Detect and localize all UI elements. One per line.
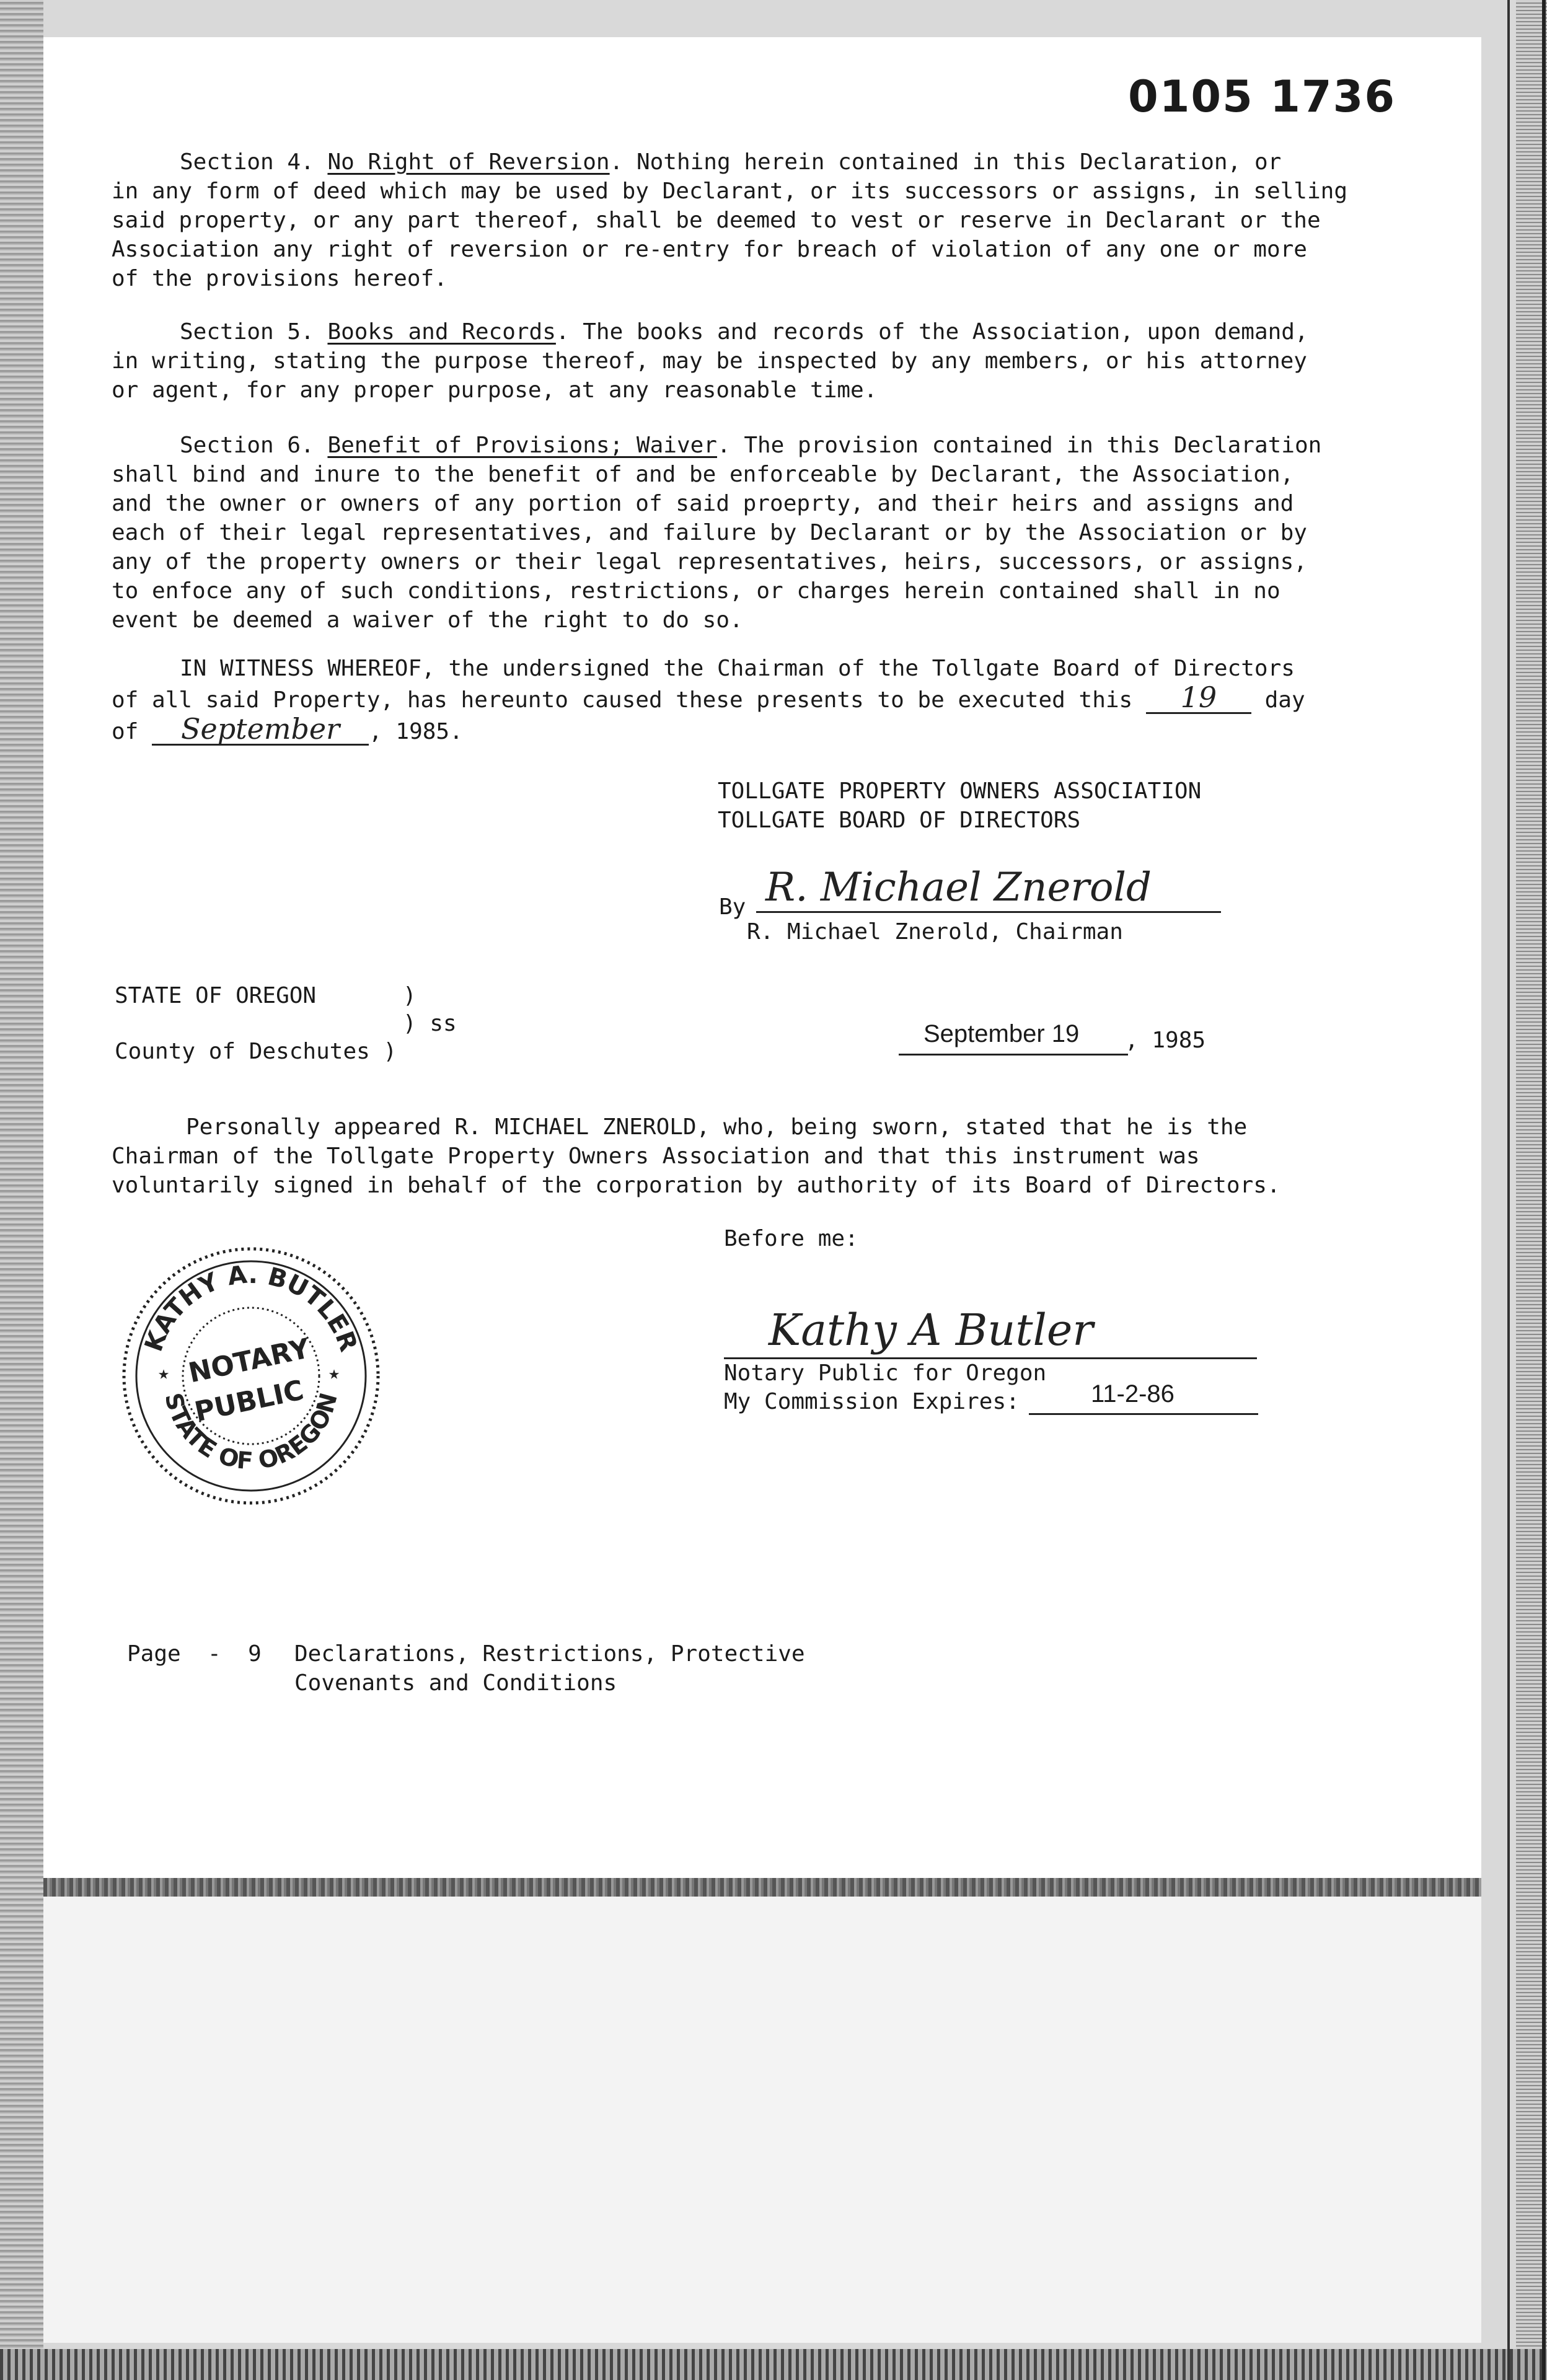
- section-label: Section 6.: [180, 433, 314, 458]
- month-field: September: [152, 715, 369, 746]
- chairman-signature: R. Michael Znerold: [765, 865, 1152, 910]
- section-text: Association any right of reversion or re-entry for breach of violation of any one or more: [112, 237, 1307, 262]
- org-board: TOLLGATE BOARD OF DIRECTORS: [718, 808, 1081, 833]
- witness-clause: [112, 654, 1413, 746]
- section-text: any of the property owners or their legal representatives, heirs, successors, or assigns,: [112, 549, 1307, 575]
- scan-edge-line: [1542, 0, 1546, 2380]
- section-text: each of their legal representatives, and failure by Declarant or by the Association or by: [112, 520, 1307, 545]
- section-text: of the provisions hereof.: [112, 266, 447, 291]
- seal-public-text: PUBLIC: [192, 1374, 307, 1429]
- scan-edge-line: [1507, 0, 1510, 2380]
- section-text: . The books and records of the Association, upon demand,: [555, 319, 1308, 345]
- organization-block: [718, 777, 1201, 835]
- before-me: Before me:: [724, 1226, 858, 1251]
- section-text: in any form of deed which may be used by Declarant, or its successors or assigns, in selling: [112, 178, 1347, 204]
- section-5: [112, 317, 1413, 405]
- notary-signature: Kathy A Butler: [769, 1305, 1093, 1355]
- seal-notary-text: NOTARY: [185, 1333, 313, 1390]
- ack-text: Chairman of the Tollgate Property Owners Association and that this instrument was: [112, 1144, 1200, 1169]
- chairman-printed-name: R. Michael Znerold, Chairman: [747, 919, 1123, 945]
- venue-date: September 19: [923, 1020, 1080, 1047]
- commission-label: My Commission Expires:: [724, 1389, 1020, 1414]
- witness-text: day: [1264, 687, 1305, 713]
- section-6: [112, 431, 1413, 635]
- commission-line: [1029, 1413, 1258, 1415]
- footer-line: Declarations, Restrictions, Protective: [294, 1641, 805, 1667]
- notary-seal-icon: [115, 1240, 387, 1512]
- backing-sheet: [43, 1897, 1481, 2343]
- venue-paren: ): [403, 983, 416, 1008]
- section-text: shall bind and inure to the benefit of and be enforceable by Declarant, the Association,: [112, 462, 1294, 487]
- acknowledgment: [112, 1113, 1413, 1200]
- seal-bottom-text: STATE OF OREGON: [159, 1390, 343, 1475]
- signature-line: [756, 911, 1221, 913]
- section-label: Section 4.: [180, 149, 314, 175]
- section-text: and the owner or owners of any portion of said proeprty, and their heirs and assigns and: [112, 491, 1294, 516]
- section-text: . Nothing herein contained in this Declaration, or: [609, 149, 1282, 175]
- section-label: Section 5.: [180, 319, 314, 345]
- section-text: to enfoce any of such conditions, restrictions, or charges herein contained shall in no: [112, 578, 1280, 604]
- seal-top-text: KATHY A. BUTLER: [139, 1260, 363, 1355]
- section-text: . The provision contained in this Declaration: [716, 433, 1322, 458]
- org-name: TOLLGATE PROPERTY OWNERS ASSOCIATION: [718, 778, 1202, 804]
- seal-star-icon: ★: [158, 1362, 170, 1384]
- ack-text: Personally appeared R. MICHAEL ZNEROLD, who, being sworn, stated that he is the: [186, 1114, 1248, 1140]
- witness-text: of all said Property, has hereunto caused these presents to be executed this: [112, 687, 1133, 713]
- footer-page-label: Page - 9: [127, 1641, 262, 1667]
- section-title: No Right of Reversion: [327, 149, 610, 175]
- venue-year: , 1985: [1125, 1028, 1206, 1053]
- document-number: 0105 1736: [1128, 71, 1396, 122]
- notary-title: Notary Public for Oregon: [724, 1360, 1047, 1386]
- footer-line: Covenants and Conditions: [294, 1670, 617, 1696]
- witness-text: of: [112, 719, 139, 744]
- by-label: By: [719, 894, 746, 920]
- scan-band: [43, 1878, 1481, 1897]
- date-line: [899, 1054, 1128, 1056]
- section-text: in writing, stating the purpose thereof, may be inspected by any members, or his attorney: [112, 348, 1307, 374]
- footer-description: [294, 1639, 805, 1698]
- venue-county: County of Deschutes ): [115, 1039, 397, 1064]
- ack-text: voluntarily signed in behalf of the corporation by authority of its Board of Directors.: [112, 1173, 1280, 1198]
- section-title: Benefit of Provisions; Waiver: [327, 433, 717, 458]
- section-text: event be deemed a waiver of the right to do so.: [112, 607, 743, 633]
- section-text: or agent, for any proper purpose, at any reasonable time.: [112, 377, 878, 403]
- seal-star-icon: ★: [328, 1362, 340, 1384]
- day-field: 19: [1146, 683, 1251, 714]
- scan-border-bottom: [0, 2349, 1547, 2380]
- section-text: said property, or any part thereof, shall be deemed to vest or reserve in Declarant or the: [112, 208, 1321, 233]
- venue-ss: ) ss: [403, 1011, 457, 1036]
- scan-border-left: [0, 0, 43, 2380]
- section-title: Books and Records: [327, 319, 556, 345]
- section-4: [112, 148, 1413, 293]
- commission-value: 11-2-86: [1091, 1380, 1175, 1408]
- document-page: [43, 37, 1481, 1878]
- witness-text: IN WITNESS WHEREOF, the undersigned the Chairman of the Tollgate Board of Directors: [180, 656, 1295, 681]
- witness-text: , 1985.: [369, 719, 463, 744]
- venue-state: STATE OF OREGON: [115, 983, 317, 1008]
